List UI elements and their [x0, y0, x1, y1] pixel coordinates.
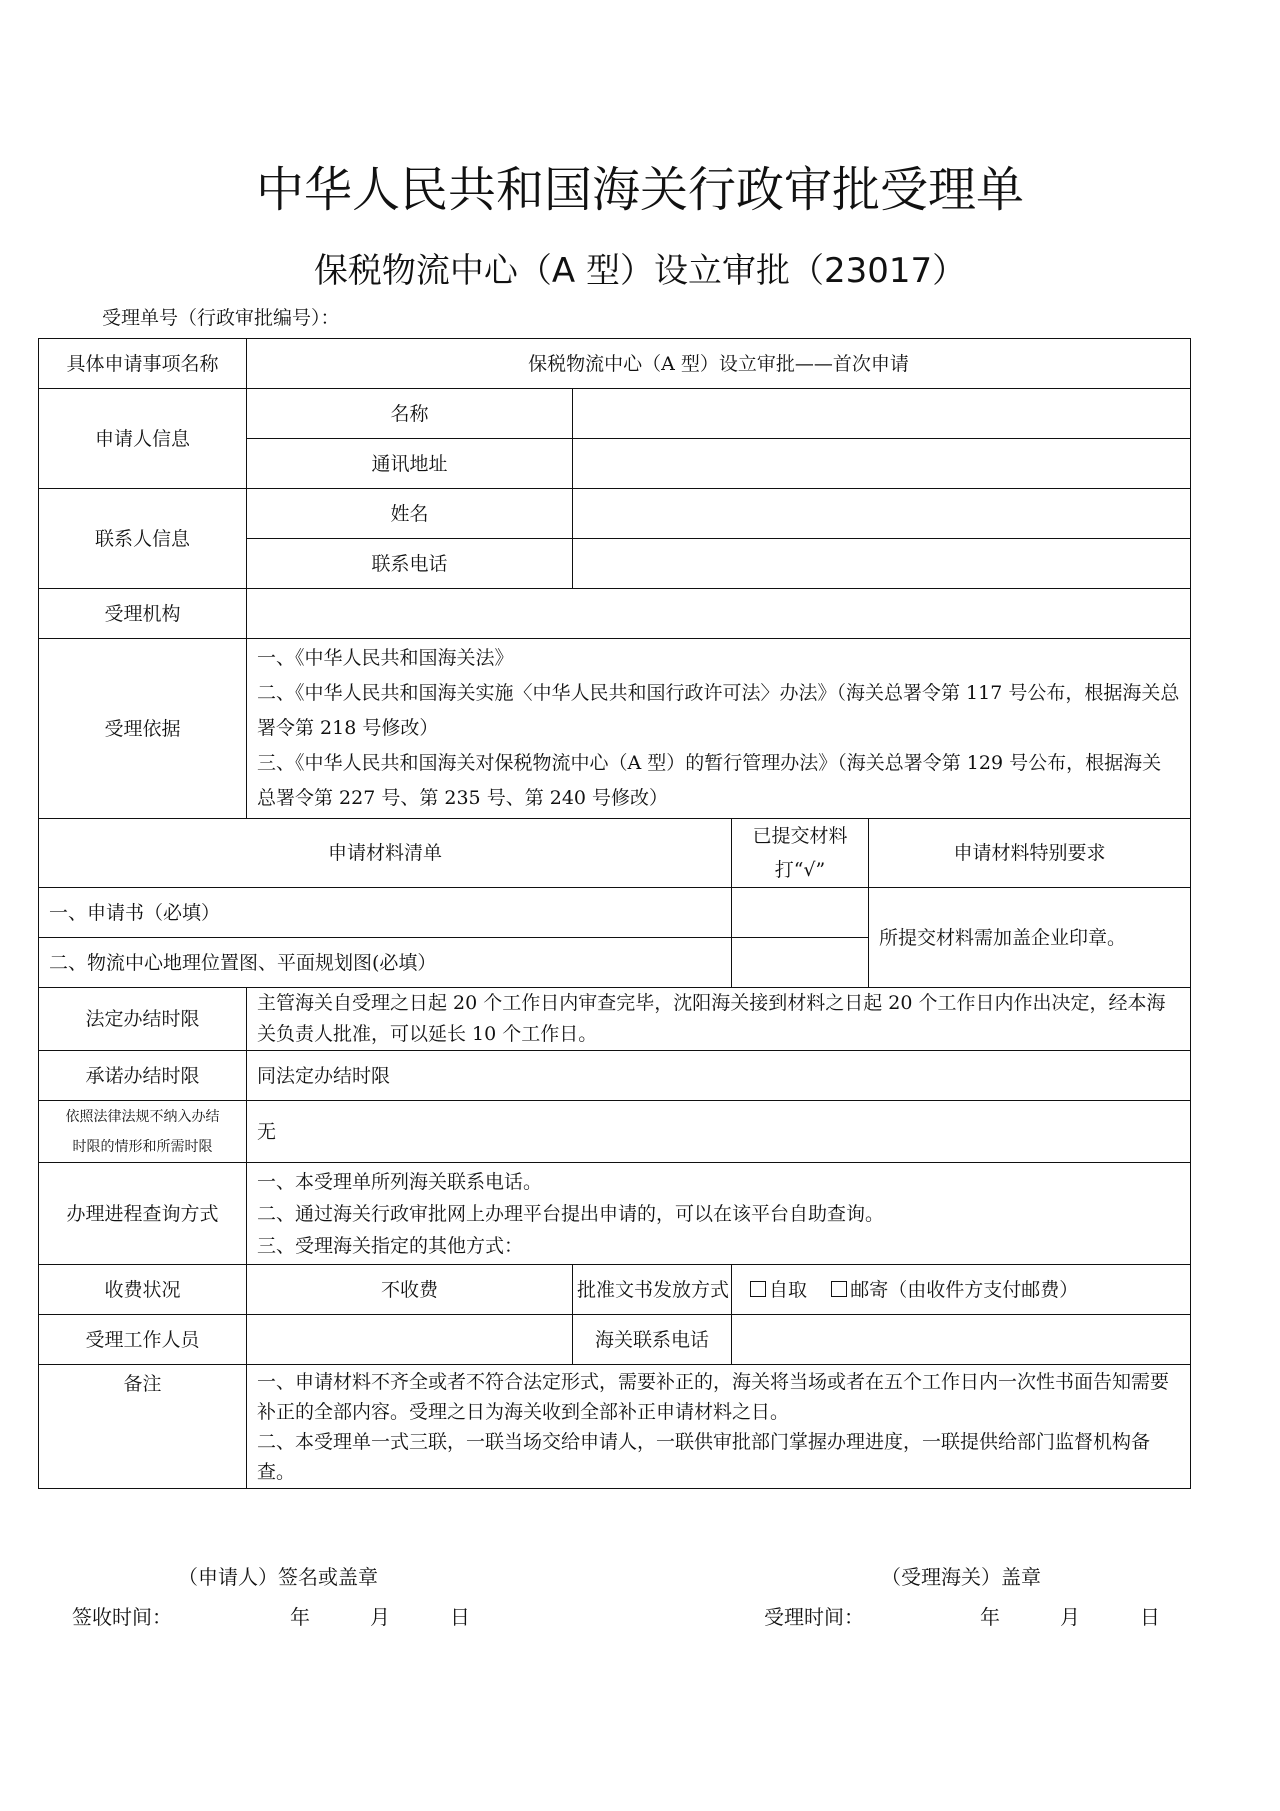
materials-list-header: 申请材料清单 [39, 819, 732, 888]
fee-row [39, 1265, 1191, 1315]
receipt-number-label: 受理单号（行政审批编号）： [102, 307, 340, 329]
accept-year-label: 年 [980, 1605, 1000, 1629]
contact-phone-label: 联系电话 [247, 539, 573, 589]
basis-content [247, 639, 1191, 819]
basis-row [39, 639, 1191, 819]
basis-line-2: 二、《中华人民共和国海关实施〈中华人民共和国行政许可法〉办法》（海关总署令第 117 号公布，根据海关总署令第 218 号修改） [257, 682, 1180, 739]
excluded-time-label [39, 1101, 247, 1163]
materials-check-header-line-1: 已提交材料 [752, 825, 848, 847]
staff-row [39, 1315, 1191, 1365]
legal-deadline-value: 主管海关自受理之日起 20 个工作日内审查完毕，沈阳海关接到材料之日起 20 个工作日内作出决定，经本海关负责人批准，可以延长 10 个工作日。 [247, 988, 1191, 1051]
staff-label: 受理工作人员 [39, 1315, 247, 1365]
receive-year-label: 年 [290, 1605, 310, 1629]
excluded-time-label-line-1: 依照法律法规不纳入办结 [65, 1108, 220, 1125]
item-row [39, 339, 1191, 389]
accept-time-label: 受理时间： [764, 1605, 864, 1629]
customs-phone-label: 海关联系电话 [573, 1315, 732, 1365]
progress-query-line-1: 一、本受理单所列海关联系电话。 [257, 1170, 543, 1193]
materials-header-row [39, 819, 1191, 888]
promised-deadline-value: 同法定办结时限 [247, 1051, 1191, 1101]
customs-phone-field[interactable] [732, 1315, 1191, 1365]
applicant-signature-label: （申请人）签名或盖章 [178, 1565, 378, 1589]
materials-check-header [732, 819, 869, 888]
page-subtitle: 保税物流中心（A 型）设立审批（23017） [313, 251, 967, 291]
staff-field[interactable] [247, 1315, 573, 1365]
remarks-row [39, 1365, 1191, 1489]
remarks-line-2: 二、本受理单一式三联，一联当场交给申请人，一联供审批部门掌握办理进度，一联提供给部门监督机构备查。 [257, 1430, 1151, 1483]
contact-name-label: 姓名 [247, 489, 573, 539]
item-label: 具体申请事项名称 [39, 339, 247, 389]
page-title: 中华人民共和国海关行政审批受理单 [255, 162, 1024, 218]
applicant-name-field[interactable] [573, 389, 1191, 439]
progress-query-content [247, 1163, 1191, 1265]
contact-name-row [39, 489, 1191, 539]
materials-requirement-header: 申请材料特别要求 [869, 819, 1191, 888]
material-checkbox-cell[interactable] [732, 888, 869, 938]
agency-label: 受理机构 [39, 589, 247, 639]
acceptance-form-table [38, 338, 1191, 1489]
mail-option-label: 邮寄（由收件方支付邮费） [850, 1278, 1079, 1301]
progress-query-line-2: 二、通过海关行政审批网上办理平台提出申请的，可以在该平台自助查询。 [257, 1202, 885, 1225]
material-checkbox-cell[interactable] [732, 938, 869, 988]
promised-deadline-label: 承诺办结时限 [39, 1051, 247, 1101]
material-name: 二、物流中心地理位置图、平面规划图(必填） [39, 938, 732, 988]
item-value: 保税物流中心（A 型）设立审批——首次申请 [247, 339, 1191, 389]
receive-month-label: 月 [370, 1605, 390, 1629]
applicant-label: 申请人信息 [39, 389, 247, 489]
remarks-line-1: 一、申请材料不齐全或者不符合法定形式，需要补正的，海关将当场或者在五个工作日内一次性书面告知需要补正的全部内容。受理之日为海关收到全部补正申请材料之日。 [257, 1370, 1170, 1423]
issue-method-label: 批准文书发放方式 [573, 1265, 732, 1315]
promised-deadline-row [39, 1051, 1191, 1101]
basis-label: 受理依据 [39, 639, 247, 819]
excluded-time-value: 无 [247, 1101, 1191, 1163]
excluded-time-label-line-2: 时限的情形和所需时限 [72, 1138, 213, 1155]
applicant-name-label: 名称 [247, 389, 573, 439]
applicant-address-field[interactable] [573, 439, 1191, 489]
mail-checkbox[interactable] [831, 1281, 847, 1297]
progress-query-label: 办理进程查询方式 [39, 1163, 247, 1265]
pickup-option-label: 自取 [769, 1278, 808, 1301]
accept-day-label: 日 [1140, 1605, 1160, 1629]
material-row [39, 888, 1191, 938]
applicant-name-row [39, 389, 1191, 439]
remarks-label: 备注 [39, 1365, 247, 1489]
legal-deadline-label: 法定办结时限 [39, 988, 247, 1051]
excluded-time-row [39, 1101, 1191, 1163]
materials-check-header-line-2: 打“√” [774, 859, 826, 881]
progress-query-row [39, 1163, 1191, 1265]
remarks-content [247, 1365, 1191, 1489]
basis-line-1: 一、《中华人民共和国海关法》 [257, 647, 514, 669]
agency-row [39, 589, 1191, 639]
contact-name-field[interactable] [573, 489, 1191, 539]
fee-label: 收费状况 [39, 1265, 247, 1315]
contact-phone-field[interactable] [573, 539, 1191, 589]
progress-query-line-3: 三、受理海关指定的其他方式： [257, 1234, 524, 1257]
basis-line-3: 三、《中华人民共和国海关对保税物流中心（A 型）的暂行管理办法》（海关总署令第 129 号公布，根据海关总署令第 227 号、第 235 号、第 240 号修改） [257, 752, 1162, 809]
receive-day-label: 日 [450, 1605, 470, 1629]
applicant-address-label: 通讯地址 [247, 439, 573, 489]
customs-seal-label: （受理海关）盖章 [881, 1565, 1041, 1589]
contact-label: 联系人信息 [39, 489, 247, 589]
agency-field[interactable] [247, 589, 1191, 639]
legal-deadline-row [39, 988, 1191, 1051]
material-name: 一、申请书（必填） [39, 888, 732, 938]
receive-time-label: 签收时间： [72, 1605, 172, 1629]
fee-value: 不收费 [247, 1265, 573, 1315]
materials-requirement: 所提交材料需加盖企业印章。 [869, 888, 1191, 988]
issue-method-options [732, 1265, 1191, 1315]
pickup-checkbox[interactable] [750, 1281, 766, 1297]
accept-month-label: 月 [1060, 1605, 1080, 1629]
